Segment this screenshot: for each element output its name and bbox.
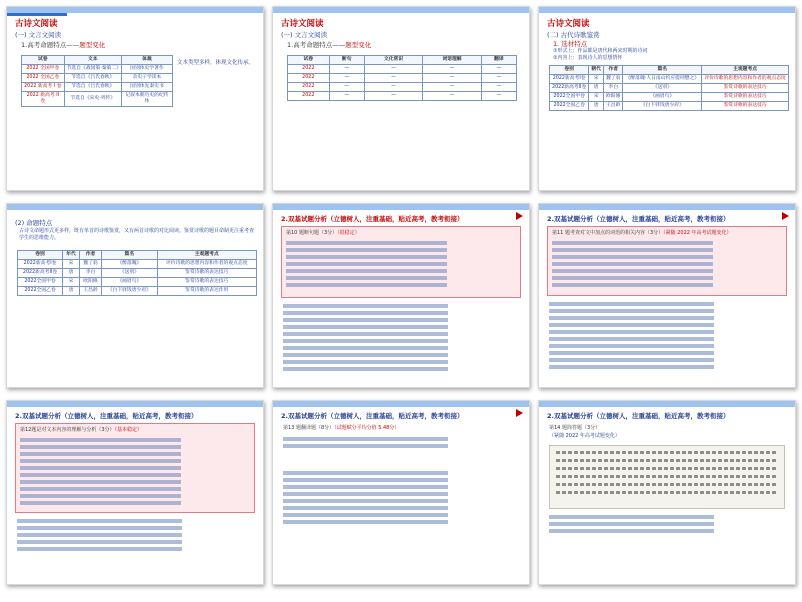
- note-content: ②内容上：表现诗人的思想情怀: [553, 55, 623, 61]
- slide-title: 2.双基试题分析（立德树人，注重基础，贴近高考，教考衔接）: [547, 215, 730, 223]
- question-label: 第10 题断句题（3分）（很稳定）: [286, 230, 360, 236]
- handwriting-sample: [549, 445, 785, 509]
- pointer-icon: [516, 409, 523, 417]
- slide-heading: 古诗文阅读: [15, 19, 58, 29]
- section-title: (二) 古代诗歌鉴赏: [547, 31, 600, 39]
- question-tag: （紧随 2022 年高考试题变化）: [549, 433, 620, 439]
- analysis-text: [283, 471, 519, 527]
- point-title: 1. 选材特点: [553, 40, 588, 48]
- question-options: [286, 241, 516, 290]
- analysis-text: [549, 302, 785, 372]
- slide-header-bar: [7, 401, 263, 407]
- question-options: [20, 438, 250, 508]
- side-note: 文本类型多样，体现文化传承。: [177, 60, 255, 66]
- question-type-table: 试卷 断句 文化常识 词语理解 翻译 2022 — — — — 2022 — — — — 2022 — — — — 2022 — — — —: [287, 55, 517, 101]
- analysis-text: [17, 519, 253, 554]
- poem-table: 卷别 年代 作者 篇名 主观题考点 2022新高考I卷 宋 魏了翁 《醉落魄》 评价诗歌的思想内容和作者的观点态度 2022新高考II卷 唐 李白 《送别》 鉴赏诗歌的表达技巧 2022全国甲卷 宋 欧阳修 《画眉鸟》 鉴赏诗歌的表达技巧 2022全国乙卷 唐 王昌龄 《白下驿饯唐少府》 鉴赏诗歌的表达作用: [17, 250, 257, 296]
- slide-4[interactable]: [6, 203, 264, 388]
- slide-header-bar: [273, 401, 529, 407]
- question-options: [283, 437, 519, 451]
- slide-9[interactable]: [538, 400, 796, 585]
- analysis-text: [283, 304, 519, 374]
- slide-header-bar: [539, 204, 795, 210]
- section-title: (一) 文言文阅读: [281, 31, 328, 39]
- pointer-icon: [516, 212, 523, 220]
- question-label: 第11 题考查对文中加点的词语的相关内容（3分）（紧随 2022 年高考试题变化）: [552, 230, 732, 236]
- slide-heading: 古诗文阅读: [281, 19, 324, 29]
- question-box: [547, 226, 787, 296]
- point-title: 1.高考命题特点——题型变化: [21, 41, 106, 49]
- question-box: [281, 226, 521, 298]
- poem-table: 卷别 朝代 作者 篇名 主观题考点 2022新高考I卷 宋 魏了翁 《醉落魄·人日南山约应提刑懋之》 评价诗歌的思想内容和作者的观点态度 2022新高考II卷 唐 李白 《送别》 鉴赏诗歌的表达技巧 2022全国甲卷 宋 欧阳修 《画眉鸟》 鉴赏诗歌的表达技巧 2022全国乙卷 唐 王昌龄 《白下驿饯唐少府》 鉴赏诗歌的表达技巧: [549, 65, 789, 111]
- question-label: 第13 题翻译题（8分）（试题赋分平均分值 5.48分）: [283, 425, 400, 431]
- question-label: 第12题是对文本内容的理解与分析（3分）（基本稳定）: [20, 427, 143, 433]
- slide-title: 2.双基试题分析（立德树人，注重基础，贴近高考，教考衔接）: [281, 215, 464, 223]
- slide-header-bar: [273, 204, 529, 210]
- slide-header-bar: [539, 401, 795, 407]
- slide-title: 2.双基试题分析（立德树人，注重基础，贴近高考，教考衔接）: [547, 412, 730, 420]
- slide-8[interactable]: [272, 400, 530, 585]
- slide-heading: 古诗文阅读: [547, 19, 590, 29]
- section-title: (一) 文言文阅读: [15, 31, 62, 39]
- slide-accent-bar: [7, 13, 67, 16]
- question-options: [552, 241, 782, 290]
- question-box: [15, 423, 255, 513]
- slide-3[interactable]: [538, 6, 796, 191]
- slide-1[interactable]: [6, 6, 264, 191]
- slide-7[interactable]: [6, 400, 264, 585]
- slide-title: 2.双基试题分析（立德树人，注重基础，贴近高考，教考衔接）: [15, 412, 198, 420]
- question-label: 第14 题简答题（3分）: [549, 425, 601, 431]
- slide-title: 2.双基试题分析（立德树人，注重基础，贴近高考，教考衔接）: [281, 412, 464, 420]
- point-title: 1.高考命题特点——题型变化: [287, 41, 372, 49]
- point-title: (2) 命题特点: [15, 219, 53, 227]
- slide-2[interactable]: [272, 6, 530, 191]
- slide-5[interactable]: [272, 203, 530, 388]
- note-form: ①形式上：作品都是唐代和两宋时期的诗词: [553, 48, 648, 54]
- point-desc: 古诗文命题形式更多样，既有单首的诗歌鉴赏，又有两首诗歌的对比阅读。鉴赏诗歌的题目命制更注重考查学生的思维能力。: [19, 228, 255, 241]
- exam-table: 试卷 文本 体裁 2022 全国甲卷 节选自《战国策·秦策二》 国别体史学著作 2022 全国乙卷 节选自《吕氏春秋》 杂史子学读本 2022 新高考 I 卷 节选自《吕氏春秋》 国别体先秦史书 2022 新高考 II 卷 节选自《宋史·列传》 记叙本朝历史的纪传体: [21, 55, 173, 107]
- slide-header-bar: [7, 204, 263, 210]
- slide-header-bar: [539, 7, 795, 13]
- analysis-text: [549, 515, 785, 536]
- slide-header-bar: [273, 7, 529, 13]
- pointer-icon: [782, 212, 789, 220]
- slide-6[interactable]: [538, 203, 796, 388]
